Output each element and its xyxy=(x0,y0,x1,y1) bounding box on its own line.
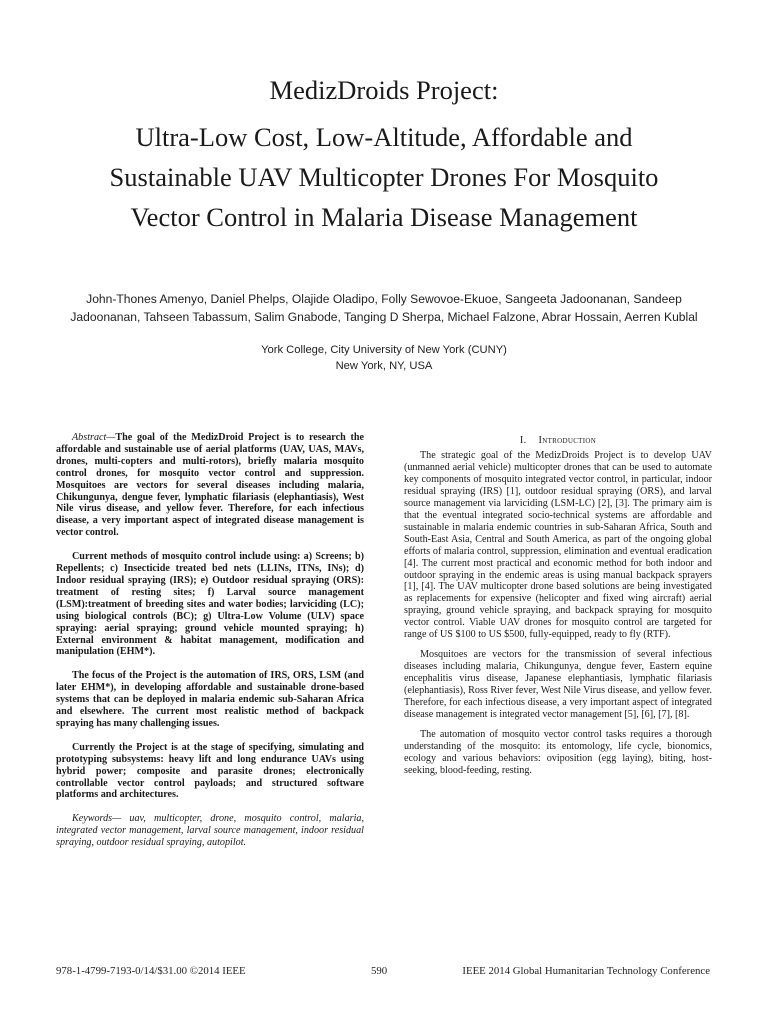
abstract-paragraph-1 xyxy=(56,432,364,539)
footer-conference: IEEE 2014 Global Humanitarian Technology Conference xyxy=(462,965,710,977)
affiliation-line-1: York College, City University of New York (CUNY) xyxy=(261,344,507,356)
intro-paragraph-2: Mosquitoes are vectors for the transmission of several infectious diseases including malaria, Chikungunya, dengue fever, Eastern equine encephalitis virus disease, Japanese elephantiasis, lymphatic filariasis (elephantiasis), Ross River fever, West Nile Virus disease, and yellow fever. Therefore, for each infectious disease, a very important aspect of integrated disease management is integrated vector management [5], [6], [7], [8]. xyxy=(404,649,712,721)
paper-title xyxy=(40,70,728,237)
left-column xyxy=(56,432,364,849)
intro-paragraph-3: The automation of mosquito vector control tasks requires a thorough understanding of the mosquito: its entomology, life cycle, bionomics, ecology and various behaviors: oviposition (egg laying), biting, host-seeking, blood-feeding, resting. xyxy=(404,728,712,776)
page-footer xyxy=(56,965,712,981)
abstract-paragraph-4: Currently the Project is at the stage of specifying, simulating and prototyping subsystems: heavy lift and long endurance UAVs using hybrid power; composite and parasite drones; electronically controllable vector control payloads; and structured software platforms and architectures. xyxy=(56,741,364,801)
abstract-paragraph-3: The focus of the Project is the automation of IRS, ORS, LSM (and later EHM*), in developing affordable and sustainable drone-based systems that can be deployed in malaria endemic sub-Saharan Africa and elsewhere. The current most realistic method of backpack spraying has many challenging issues. xyxy=(56,670,364,729)
abstract-text-1: The goal of the MedizDroid Project is to research the affordable and sustainable use of aerial platforms (UAV, UAS, MAVs, drones, multi-copters and multi-rotors), briefly malaria mosquito control drones, for mosquito vector control and suppression. Mosquitoes are vectors for several diseases including malaria, Chikungunya, dengue fever, lymphatic filariasis (elephantiasis), West Nile virus disease, and yellow fever. Therefore, for each infectious disease, a very important aspect of integrated disease management is vector control. xyxy=(56,432,364,539)
author-line-2: Jadoonanan, Tahseen Tabassum, Salim Gnabode, Tanging D Sherpa, Michael Falzone, Abrar Hossain, Aerren Kublal xyxy=(70,310,698,324)
affiliation xyxy=(100,342,668,374)
title-line-3: Sustainable UAV Multicopter Drones For Mosquito xyxy=(109,162,659,192)
section-number: I. xyxy=(519,435,527,446)
author-line-1: John-Thones Amenyo, Daniel Phelps, Olajide Oladipo, Folly Sewovoe-Ekuoe, Sangeeta Jadoonanan, Sandeep xyxy=(86,292,682,306)
section-title: Introduction xyxy=(538,435,597,446)
title-line-1: MedizDroids Project: xyxy=(269,75,499,105)
keywords-text: uav, multicopter, drone, mosquito control, malaria, integrated vector management, larval source management, indoor residual spraying, outdoor residual spraying, autopilot. xyxy=(56,813,365,849)
section-heading-introduction xyxy=(404,434,712,448)
abstract-paragraph-2: Current methods of mosquito control include using: a) Screens; b) Repellents; c) Insecticide treated bed nets (LLINs, ITNs, INs); d) Indoor residual spraying (IRS); e) Outdoor residual spraying (ORS): treatment of resting sites; f) Larval source management (LSM):treatment of breeding sites and water bodies; larviciding (LC); using biological controls (BC); g) Ultra-Low Volume (ULV) space spraying: aerial spraying; ground vehicle mounted spraying; h) External environment & habitat management, modification and manipulation (EHM*). xyxy=(56,551,364,658)
title-line-4: Vector Control in Malaria Disease Management xyxy=(130,202,638,232)
keywords xyxy=(56,813,364,849)
abstract-label: Abstract— xyxy=(72,432,116,443)
page-number: 590 xyxy=(371,965,388,977)
right-column xyxy=(404,434,712,785)
affiliation-line-2: New York, NY, USA xyxy=(335,360,433,372)
footer-copyright: 978-1-4799-7193-0/14/$31.00 ©2014 IEEE xyxy=(56,965,246,977)
author-list xyxy=(56,290,712,326)
title-line-2: Ultra-Low Cost, Low-Altitude, Affordable and xyxy=(135,122,633,152)
keywords-label: Keywords— xyxy=(72,813,122,825)
intro-paragraph-1: The strategic goal of the MedizDroids Project is to develop UAV (unmanned aerial vehicle) multicopter drones that can be used to automate key components of mosquito integrated vector control, in particular, indoor residual spraying (IRS) [1], outdoor residual spraying (ORS), and larval source management via larviciding (LSM-LC) [2], [3]. The primary aim is that the eventual integrated socio-technical systems are affordable and sustainable in malaria endemic countries in sub-Saharan Africa, South and South-East Asia, Central and South America, as part of the ongoing global efforts of malaria control, suppression, elimination and eventual eradication [4]. The current most practical and economic method for both indoor and outdoor spraying in the endemic areas is using manual backpack sprayers [1], [4]. The UAV multicopter drone based solutions are being investigated as replacements for expensive (helicopter and fixed wing aircraft) aerial spraying, ground vehicle spraying, and backpack spraying for mosquito vector control. Viable UAV drones for mosquito control are targeted for range of US $100 to US $500, fully-equipped, ready to fly (RTF). xyxy=(404,450,712,641)
